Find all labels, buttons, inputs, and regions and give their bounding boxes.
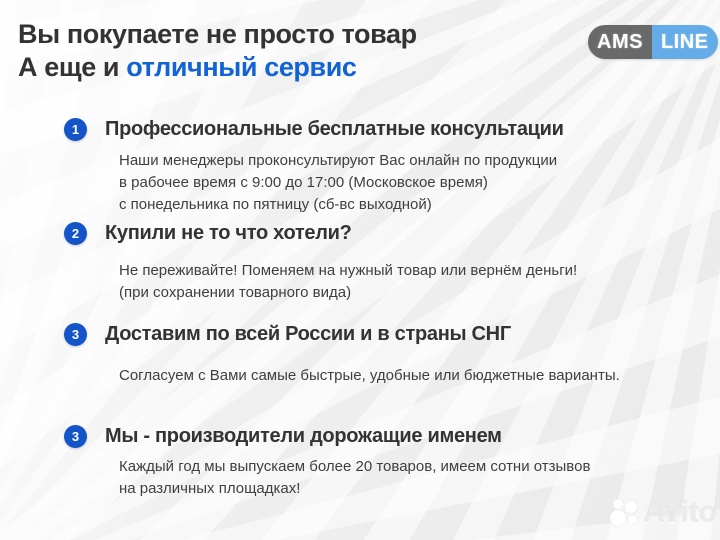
benefit-body-line: Наши менеджеры проконсультируют Вас онлайн по продукции [119,152,558,169]
benefit-body-line: Не переживайте! Поменяем на нужный товар или вернём деньги! [119,262,578,279]
page-title [18,18,417,84]
benefit-body-line: Каждый год мы выпускаем более 20 товаров, имеем сотни отзывов [119,458,591,475]
benefit-title: Купили не то что хотели? [105,222,352,244]
number-badge: 3 [64,323,87,346]
brand-logo-line: LINE [652,25,718,59]
benefit-title: Доставим по всей России и в страны СНГ [105,323,511,345]
benefit-body-line: с понедельника по пятницу (сб-вс выходной) [119,196,432,213]
number-badge: 2 [64,222,87,245]
benefit-body [119,456,590,500]
headline-line2-prefix: А еще и [18,52,127,82]
avito-watermark-text: Avito [643,496,717,529]
benefit-title: Профессиональные бесплатные консультации [105,118,564,140]
benefit-title: Мы - производители дорожащие именем [105,425,502,447]
number-badge: 3 [64,425,87,448]
benefit-body-line: (при сохранении товарного вида) [119,284,352,301]
avito-watermark [610,496,717,530]
brand-logo-ams: AMS [588,25,652,59]
number-badge: 1 [64,118,87,141]
benefit-body-line: Согласуем с Вами самые быстрые, удобные или бюджетные варианты. [119,367,620,384]
benefit-body [119,260,577,304]
benefit-body-line: в рабочее время с 9:00 до 17:00 (Московское время) [119,174,488,191]
benefit-body [119,365,620,387]
headline-line1: Вы покупаете не просто товар [18,19,417,49]
headline-highlight: отличный сервис [126,52,357,82]
benefit-body [119,150,557,216]
benefit-body-line: на различных площадках! [119,480,301,497]
headline-line2 [18,51,417,84]
brand-logo [588,25,718,59]
avito-logo-icon [610,498,640,528]
